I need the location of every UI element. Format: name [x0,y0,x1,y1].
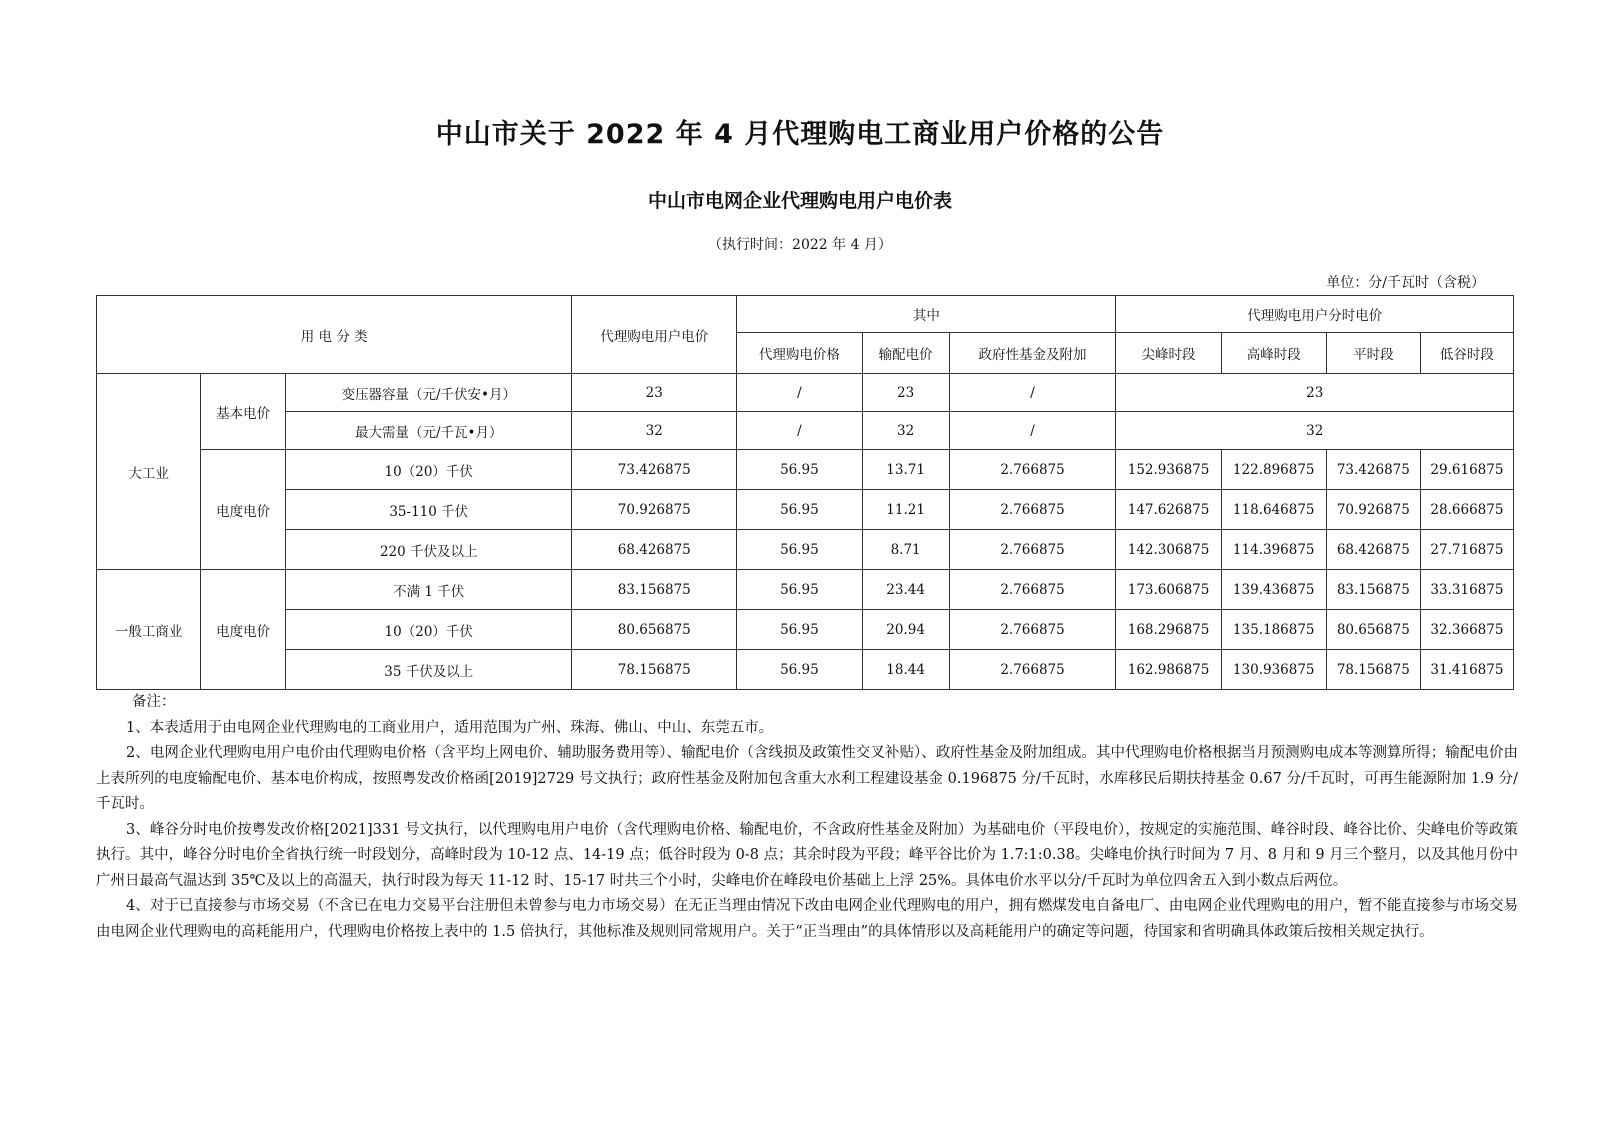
cell-proxy: / [737,412,862,450]
cell-peak-top: 162.986875 [1116,650,1221,690]
cell-fund: 2.766875 [949,490,1116,530]
cell-user-price: 70.926875 [572,490,737,530]
cell-valley: 32.366875 [1420,610,1513,650]
header-user-price: 代理购电用户电价 [572,296,737,374]
cell-peak-top: 173.606875 [1116,570,1221,610]
cell-flat: 68.426875 [1326,530,1420,570]
cell-fund: 2.766875 [949,570,1116,610]
cell-user-price: 32 [572,412,737,450]
group-large-industry: 大工业 [97,374,201,570]
table-row [97,530,1514,570]
cell-fund: / [949,412,1116,450]
table-row [97,650,1514,690]
cell-fund: 2.766875 [949,610,1116,650]
cell-transmission: 32 [862,412,949,450]
cell-user-price: 68.426875 [572,530,737,570]
unit-label: 单位：分/千瓦时（含税） [1326,275,1485,291]
cell-peak: 114.396875 [1221,530,1326,570]
cell-fund: 2.766875 [949,530,1116,570]
price-table [96,295,1514,690]
cell-flat: 73.426875 [1326,450,1420,490]
header-gov-fund: 政府性基金及附加 [949,333,1116,374]
header-proxy-price: 代理购电价格 [737,333,862,374]
header-of-which: 其中 [737,296,1116,333]
cell-tou: 32 [1116,412,1514,450]
header-transmission: 输配电价 [862,333,949,374]
note-item: 3、峰谷分时电价按粤发改价格[2021]331 号文执行，以代理购电用户电价（含代理购电价格、输配电价，不含政府性基金及附加）为基础电价（平段电价），按规定的实施范围、峰谷时段、峰谷比价、尖峰电价等政策执行。其中，峰谷分时电价全省执行统一时段划分，高峰时段为 10-12 点、14-19 点；低谷时段为 0-8 点；其余时段为平段；峰平谷比价为 1.7:1:0.38。尖峰电价执行时间为 7 月、8 月和 9 月三个整月，以及其他月份中广州日最高气温达到 35℃及以上的高温天，执行时段为每天 11-12 时、15-17 时共三个小时，尖峰电价在峰段电价基础上上浮 25%。具体电价水平以分/千瓦时为单位四舍五入到小数点后两位。 [96,821,1518,889]
cell-transmission: 11.21 [862,490,949,530]
header-row-1 [97,296,1514,333]
cell-flat: 78.156875 [1326,650,1420,690]
cell-proxy: 56.95 [737,610,862,650]
cell-peak: 122.896875 [1221,450,1326,490]
cell-peak: 118.646875 [1221,490,1326,530]
cell-proxy: 56.95 [737,530,862,570]
cell-transmission: 13.71 [862,450,949,490]
cell-transmission: 23 [862,374,949,412]
cell-peak-top: 168.296875 [1116,610,1221,650]
note-item: 1、本表适用于由电网企业代理购电的工商业用户，适用范围为广州、珠海、佛山、中山、东莞五市。 [126,719,774,736]
cell-valley: 33.316875 [1420,570,1513,610]
cell-peak: 130.936875 [1221,650,1326,690]
table-row [97,570,1514,610]
cell-user-price: 78.156875 [572,650,737,690]
cell-valley: 29.616875 [1420,450,1513,490]
cell-fund: / [949,374,1116,412]
header-flat: 平时段 [1326,333,1420,374]
row-item: 不满 1 千伏 [286,570,572,610]
notes-label: 备注： [132,694,176,710]
cell-proxy: 56.95 [737,450,862,490]
cell-user-price: 73.426875 [572,450,737,490]
execution-time: （执行时间：2022 年 4 月） [708,237,892,253]
table-row [97,412,1514,450]
header-peak: 高峰时段 [1221,333,1326,374]
table-row [97,610,1514,650]
notes-section [96,690,1518,945]
cell-valley: 28.666875 [1420,490,1513,530]
cell-flat: 70.926875 [1326,490,1420,530]
cell-valley: 31.416875 [1420,650,1513,690]
cell-transmission: 8.71 [862,530,949,570]
cell-flat: 83.156875 [1326,570,1420,610]
row-item: 变压器容量（元/千伏安•月） [286,374,572,412]
page-title: 中山市关于 2022 年 4 月代理购电工商业用户价格的公告 [435,119,1165,150]
cell-fund: 2.766875 [949,650,1116,690]
header-valley: 低谷时段 [1420,333,1513,374]
group-general-commerce: 一般工商业 [97,570,201,690]
subgroup-basic-price: 基本电价 [201,374,286,450]
cell-transmission: 20.94 [862,610,949,650]
table-row [97,450,1514,490]
note-item: 4、对于已直接参与市场交易（不含已在电力交易平台注册但未曾参与电力市场交易）在无正当理由情况下改由电网企业代理购电的用户，拥有燃煤发电自备电厂、由电网企业代理购电的用户，暂不能直接参与市场交易由电网企业代理购电的高耗能用户，代理购电价格按上表中的 1.5 倍执行，其他标准及规则同常规用户。关于“正当理由”的具体情形以及高耗能用户的确定等问题，待国家和省明确具体政策后按相关规定执行。 [96,898,1518,940]
cell-user-price: 83.156875 [572,570,737,610]
cell-user-price: 23 [572,374,737,412]
row-item: 最大需量（元/千瓦•月） [286,412,572,450]
cell-peak: 135.186875 [1221,610,1326,650]
cell-flat: 80.656875 [1326,610,1420,650]
cell-valley: 27.716875 [1420,530,1513,570]
cell-peak-top: 152.936875 [1116,450,1221,490]
cell-proxy: 56.95 [737,650,862,690]
row-item: 35 千伏及以上 [286,650,572,690]
cell-transmission: 18.44 [862,650,949,690]
header-tou-group: 代理购电用户分时电价 [1116,296,1514,333]
cell-proxy: 56.95 [737,570,862,610]
subgroup-energy-price: 电度电价 [201,570,286,690]
note-item: 2、电网企业代理购电用户电价由代理购电价格（含平均上网电价、辅助服务费用等）、输配电价（含线损及政策性交叉补贴）、政府性基金及附加组成。其中代理购电价格根据当月预测购电成本等测算所得；输配电价由上表所列的电度输配电价、基本电价构成，按照粤发改价格函[2019]2729 号文执行；政府性基金及附加包含重大水利工程建设基金 0.196875 分/千瓦时，水库移民后期扶持基金 0.67 分/千瓦时，可再生能源附加 1.9 分/千瓦时。 [96,745,1518,812]
row-item: 220 千伏及以上 [286,530,572,570]
cell-fund: 2.766875 [949,450,1116,490]
table-title: 中山市电网企业代理购电用户电价表 [647,190,952,212]
table-row [97,490,1514,530]
subgroup-energy-price: 电度电价 [201,450,286,570]
header-peak-top: 尖峰时段 [1116,333,1221,374]
cell-transmission: 23.44 [862,570,949,610]
cell-tou: 23 [1116,374,1514,412]
row-item: 35-110 千伏 [286,490,572,530]
header-category: 用 电 分 类 [97,296,572,374]
row-item: 10（20）千伏 [286,610,572,650]
cell-peak: 139.436875 [1221,570,1326,610]
cell-proxy: 56.95 [737,490,862,530]
cell-peak-top: 142.306875 [1116,530,1221,570]
table-row [97,374,1514,412]
cell-user-price: 80.656875 [572,610,737,650]
cell-peak-top: 147.626875 [1116,490,1221,530]
cell-proxy: / [737,374,862,412]
row-item: 10（20）千伏 [286,450,572,490]
